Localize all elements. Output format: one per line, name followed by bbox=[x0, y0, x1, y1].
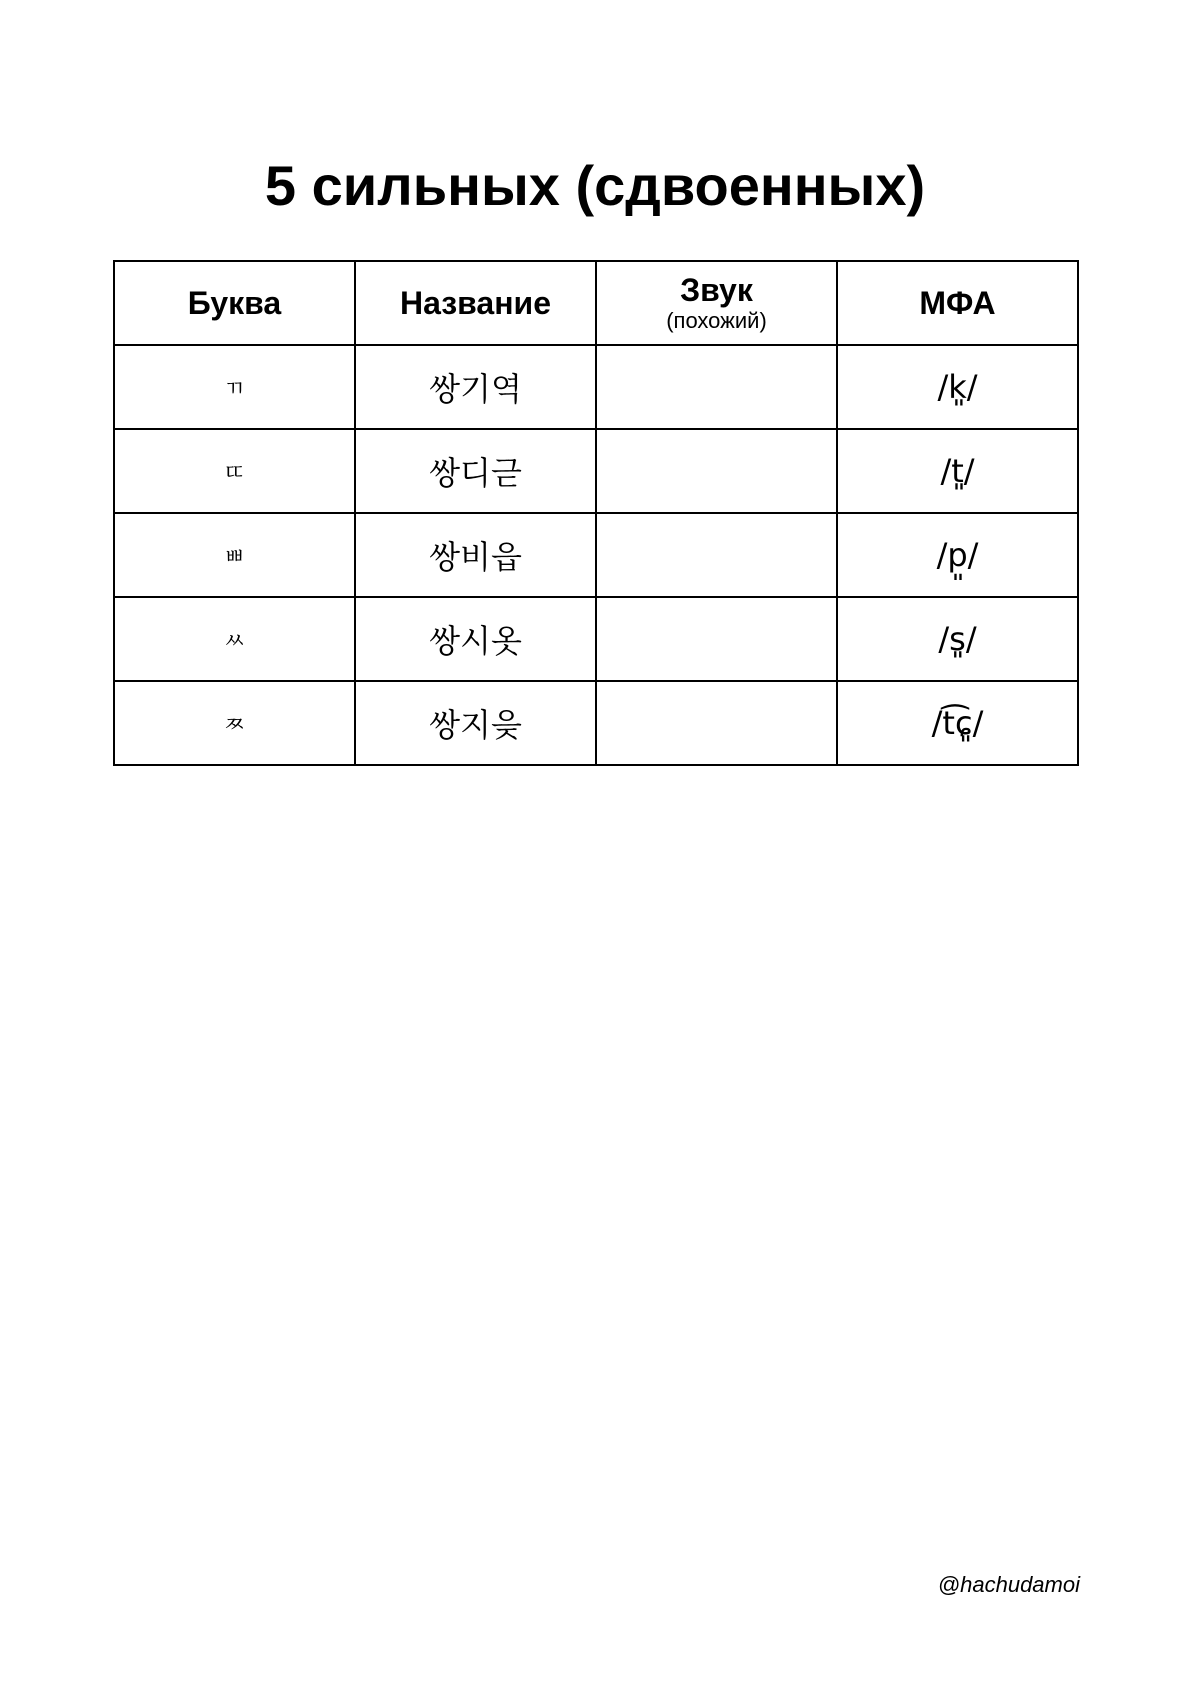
table-row bbox=[114, 681, 1078, 765]
cell-letter: ㄲ bbox=[114, 345, 355, 429]
cell-name: 쌍비읍 bbox=[355, 513, 596, 597]
cell-letter: ㅉ bbox=[114, 681, 355, 765]
cell-name: 쌍디귿 bbox=[355, 429, 596, 513]
header-sound-label: Звук bbox=[680, 272, 753, 308]
cell-letter: ㅆ bbox=[114, 597, 355, 681]
header-letter-label: Буква bbox=[187, 285, 282, 321]
table-header-row bbox=[114, 261, 1078, 345]
cell-ipa: /t͈/ bbox=[837, 429, 1078, 513]
header-sound-note: (похожий) bbox=[666, 308, 767, 333]
cell-letter: ㄸ bbox=[114, 429, 355, 513]
cell-sound bbox=[596, 681, 837, 765]
cell-name: 쌍시옷 bbox=[355, 597, 596, 681]
table-row bbox=[114, 597, 1078, 681]
header-letter bbox=[114, 261, 355, 345]
header-ipa bbox=[837, 261, 1078, 345]
table-row bbox=[114, 513, 1078, 597]
consonant-table-container bbox=[113, 260, 1079, 766]
cell-letter: ㅃ bbox=[114, 513, 355, 597]
table-row bbox=[114, 345, 1078, 429]
cell-ipa: /p͈/ bbox=[837, 513, 1078, 597]
cell-name: 쌍지읒 bbox=[355, 681, 596, 765]
header-sound bbox=[596, 261, 837, 345]
header-ipa-label: МФА bbox=[919, 285, 996, 321]
table-row bbox=[114, 429, 1078, 513]
cell-sound bbox=[596, 429, 837, 513]
cell-ipa: /s͈/ bbox=[837, 597, 1078, 681]
cell-sound bbox=[596, 513, 837, 597]
author-handle: @hachudamoi bbox=[937, 1572, 1080, 1597]
cell-sound bbox=[596, 345, 837, 429]
cell-ipa: /k͈/ bbox=[837, 345, 1078, 429]
header-name bbox=[355, 261, 596, 345]
consonant-table bbox=[113, 260, 1079, 766]
header-name-label: Название bbox=[399, 285, 552, 321]
cell-name: 쌍기역 bbox=[355, 345, 596, 429]
page-title: 5 сильных (сдвоенных) bbox=[264, 154, 926, 217]
cell-ipa: /t͡ɕ͈/ bbox=[837, 681, 1078, 765]
cell-sound bbox=[596, 597, 837, 681]
